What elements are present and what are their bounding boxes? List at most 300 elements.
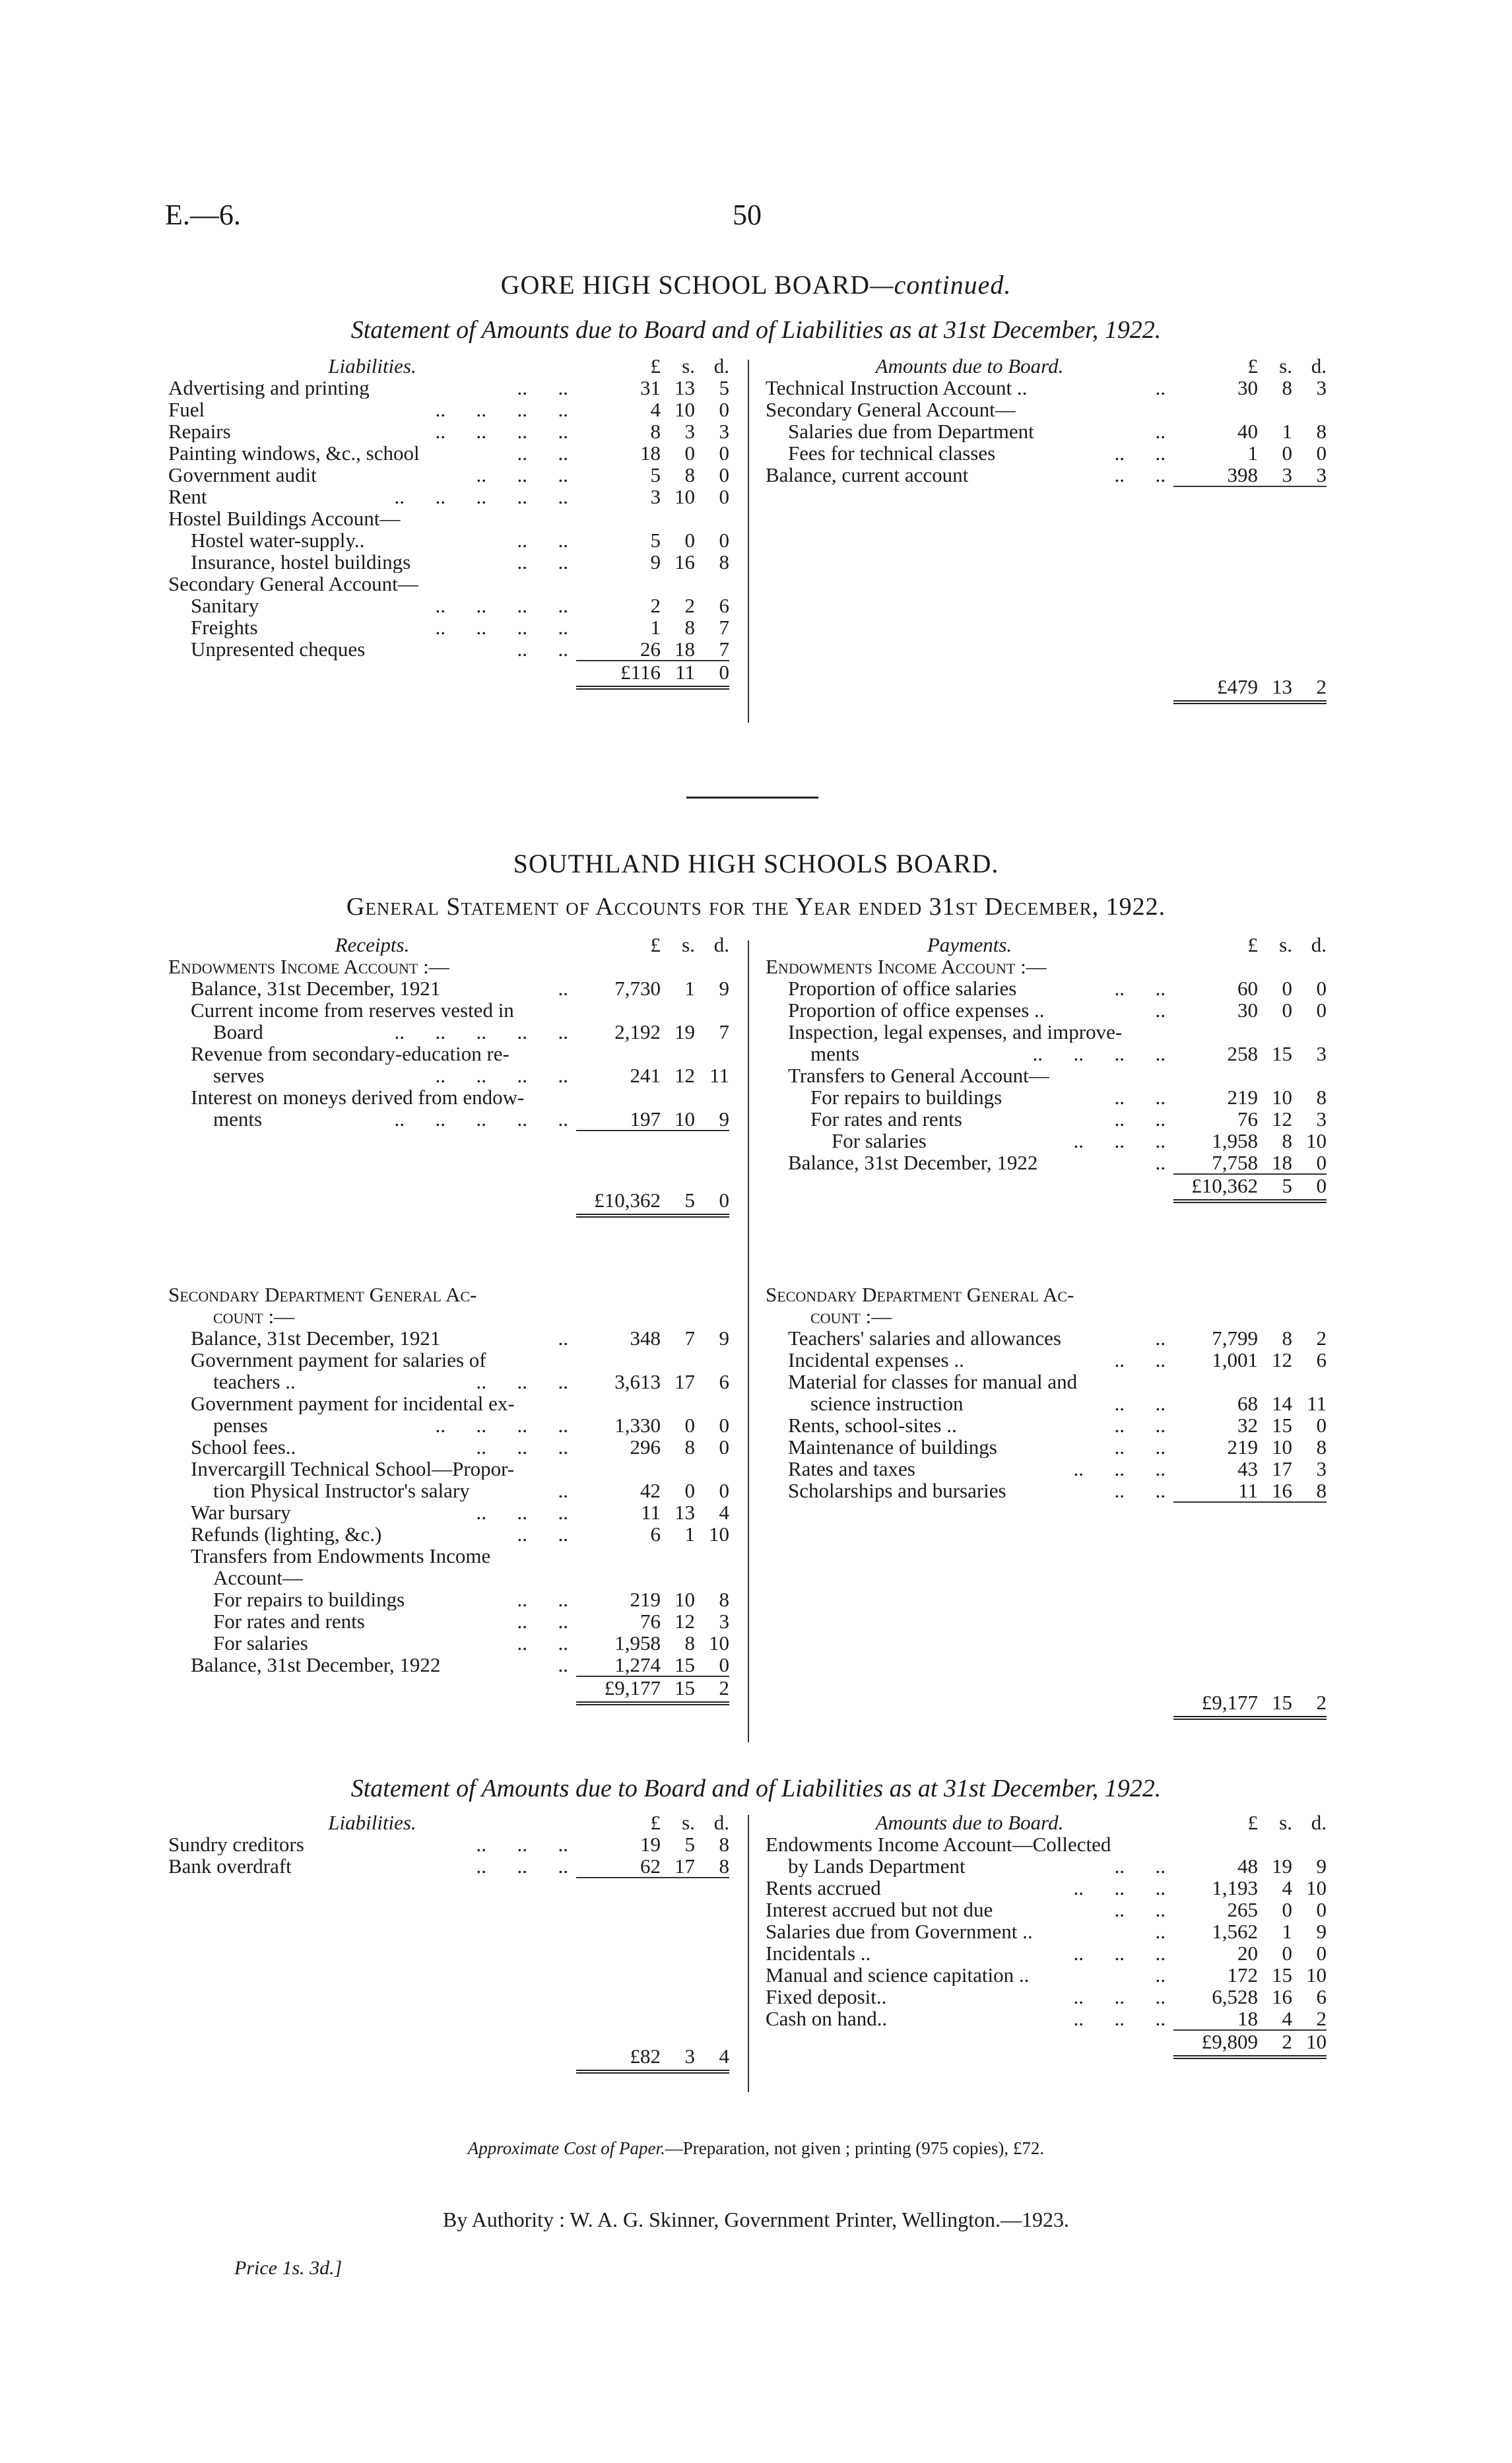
total-row: [766, 2030, 1327, 2057]
shillings-value: 8: [684, 1631, 695, 1655]
pence-value: 9: [1316, 1855, 1327, 1878]
row-label: [766, 1436, 1173, 1458]
pence-value: 9: [719, 977, 729, 1000]
table-row: [168, 1523, 729, 1545]
pence-value: 0: [1316, 1942, 1327, 1965]
row-label: [168, 638, 576, 661]
table-row: [766, 1021, 1327, 1043]
pounds-value: [576, 1284, 661, 1305]
row-label: [168, 1043, 576, 1065]
row-label: [168, 1654, 576, 1676]
leader-dots: .. .. .. .. ..: [394, 486, 568, 508]
table-row: [766, 1942, 1327, 1964]
leader-dots: .. .. .. ..: [435, 420, 568, 442]
pence-value: [695, 1305, 729, 1327]
section-separator: [686, 797, 818, 799]
total-pence: 0: [1292, 1174, 1327, 1201]
total-pounds: £479: [1173, 486, 1258, 702]
pounds-value: 219: [1227, 1086, 1258, 1109]
table-row: [168, 1349, 729, 1371]
pence-value: [695, 508, 729, 529]
pence-value: 2: [1316, 2007, 1327, 2030]
total-shillings: 11: [661, 661, 695, 688]
shillings-value: [661, 1393, 695, 1414]
table-row: [766, 1480, 1327, 1502]
total-row: [766, 486, 1327, 702]
row-label: [168, 420, 576, 442]
leader-dots: .. .. .. ..: [435, 399, 568, 420]
pence-value: [695, 956, 729, 977]
table-row: [766, 1393, 1327, 1414]
pence-value: 0: [1316, 1414, 1327, 1437]
column-heading: Payments.: [927, 934, 1012, 956]
column-heading: Amounts due to Board.: [875, 355, 1064, 377]
pence-value: 9: [719, 1107, 729, 1131]
pence-value: [695, 573, 729, 595]
table-row: [168, 1436, 729, 1458]
table-row: [168, 1021, 729, 1043]
row-label-text: Endowments Income Account :—: [168, 956, 449, 977]
shillings-value: 7: [684, 1327, 695, 1350]
row-label-text: Sundry creditors: [168, 1833, 304, 1855]
total-shillings: 13: [1258, 486, 1292, 702]
row-label: [766, 1480, 1173, 1502]
shilling-header: s.: [682, 354, 695, 378]
leader-dots: .. ..: [517, 638, 568, 661]
table-row: [168, 1855, 729, 1878]
pounds-value: 258: [1227, 1042, 1258, 1065]
southland-statement: General Statement of Accounts for the Year ended 31st December, 1922.: [346, 893, 1166, 921]
row-label-text: For rates and rents: [810, 1108, 962, 1130]
table-row: [766, 1436, 1327, 1458]
total-pence: 4: [695, 1878, 729, 2072]
row-label-text: Salaries due from Department: [788, 420, 1034, 442]
pounds-value: 9: [650, 550, 661, 574]
pounds-value: 1,274: [614, 1653, 661, 1676]
table-row: [766, 1065, 1327, 1086]
row-label-text: Repairs: [168, 420, 231, 442]
row-label: [766, 1043, 1173, 1065]
row-label-text: Government payment for incidental ex-: [191, 1393, 515, 1414]
pounds-value: 6,528: [1212, 1985, 1258, 2008]
shillings-value: 0: [684, 442, 695, 465]
leader-dots: .. ..: [1114, 1855, 1166, 1877]
table-row: [168, 529, 729, 551]
pence-value: 8: [1316, 1086, 1327, 1109]
leader-dots: .. .. .. ..: [1032, 1043, 1166, 1065]
row-label-text: For salaries: [832, 1130, 927, 1152]
shillings-value: 16: [1272, 1985, 1292, 2008]
authority-line: By Authority : W. A. G. Skinner, Government Printer, Wellington.—1923.: [443, 2208, 1069, 2231]
pounds-value: 7,758: [1212, 1151, 1258, 1174]
table-row: [766, 1964, 1327, 1986]
table-row: [168, 616, 729, 638]
row-label-text: Secondary General Account—: [766, 399, 1016, 420]
row-label: [168, 1501, 576, 1523]
total-spacer: [766, 1502, 1173, 1718]
shillings-value: [1258, 1833, 1292, 1855]
leader-dots: .. ..: [517, 529, 568, 551]
pounds-value: 76: [640, 1610, 661, 1633]
cost-text: —Preparation, not given ; printing (975 copies), £72.: [665, 2138, 1045, 2158]
table-row: [168, 1327, 729, 1349]
row-label-text: Endowments Income Account—Collected: [766, 1833, 1111, 1855]
shillings-value: 10: [674, 1588, 695, 1611]
row-label-text: Refunds (lighting, &c.): [191, 1523, 382, 1545]
total-pence: 2: [695, 1676, 729, 1703]
pence-value: 0: [719, 529, 729, 552]
pounds-value: 1,958: [1212, 1129, 1258, 1152]
shillings-value: [1258, 399, 1292, 420]
shillings-value: 1: [1282, 1920, 1292, 1943]
row-label-text: Balance, 31st December, 1922: [191, 1654, 441, 1676]
pence-value: 8: [719, 550, 729, 574]
row-label: [766, 1899, 1173, 1921]
pence-value: [1292, 399, 1327, 420]
row-label: [168, 442, 576, 464]
report-reference: E.—6.: [165, 199, 241, 231]
row-label-text: Rents, school-sites ..: [788, 1414, 957, 1436]
row-label: [766, 1458, 1173, 1480]
pence-value: 3: [1316, 1107, 1327, 1131]
row-label-text: Advertising and printing: [168, 377, 370, 399]
endowments-receipts-table: [168, 934, 729, 1218]
row-label-text: Incidentals ..: [766, 1942, 871, 1964]
total-pounds: £10,362: [576, 1131, 661, 1216]
pounds-value: [1173, 956, 1258, 977]
leader-dots: .. .. ..: [476, 1501, 568, 1523]
row-label: [766, 1393, 1173, 1414]
total-row: [168, 1878, 729, 2072]
column-header-row: [168, 934, 729, 956]
row-label-text: Secondary Department General Ac-: [168, 1284, 477, 1305]
pounds-value: [576, 1567, 661, 1589]
shillings-value: 15: [1272, 1414, 1292, 1437]
shillings-value: [661, 956, 695, 977]
shillings-value: [1258, 1371, 1292, 1393]
shillings-value: 5: [684, 1833, 695, 1856]
row-label: [168, 1589, 576, 1610]
row-label: [168, 551, 576, 573]
row-label-text: penses: [213, 1414, 268, 1436]
row-label: [168, 1833, 576, 1855]
pence-header: d.: [1311, 1811, 1327, 1834]
leader-dots: .. ..: [1114, 1349, 1166, 1371]
table-row: [766, 1833, 1327, 1855]
pounds-value: 1,193: [1212, 1876, 1258, 1899]
shillings-value: 4: [1282, 1876, 1292, 1899]
row-label: [168, 1086, 576, 1108]
leader-dots: .. .. ..: [1073, 1986, 1166, 2008]
pounds-value: 43: [1237, 1457, 1258, 1480]
leader-dots: .. .. .. ..: [435, 1065, 568, 1086]
row-label: [168, 1371, 576, 1393]
shillings-value: 15: [674, 1653, 695, 1676]
row-label-text: War bursary: [191, 1501, 291, 1523]
shillings-value: 16: [674, 550, 695, 574]
table-row: [168, 1610, 729, 1632]
pence-value: 8: [719, 1588, 729, 1611]
column-heading: Receipts.: [335, 934, 410, 956]
shillings-value: 12: [674, 1064, 695, 1087]
row-label-text: by Lands Department: [788, 1855, 966, 1877]
pounds-value: 296: [630, 1435, 661, 1459]
row-label-text: Incidental expenses ..: [788, 1349, 964, 1371]
cost-label: Approximate Cost of Paper.: [467, 2138, 665, 2158]
pounds-value: 8: [650, 420, 661, 443]
shillings-value: 19: [1272, 1855, 1292, 1878]
shilling-header: s.: [1279, 1811, 1292, 1834]
pound-header: £: [1247, 354, 1258, 378]
pounds-value: 5: [650, 463, 661, 486]
row-label-text: Transfers from Endowments Income: [191, 1545, 491, 1567]
row-label: [766, 956, 1173, 977]
row-label: [168, 1305, 576, 1327]
pounds-value: [576, 1043, 661, 1065]
row-label-text: Hostel water-supply..: [191, 529, 365, 551]
row-label: [168, 1436, 576, 1458]
row-label-text: Fees for technical classes: [788, 442, 996, 464]
shillings-value: 19: [674, 1020, 695, 1043]
table-row: [766, 999, 1327, 1021]
row-label: [168, 508, 576, 529]
row-label: [168, 529, 576, 551]
row-label-text: Sanitary: [191, 595, 259, 616]
row-label: [168, 1632, 576, 1654]
pence-value: 9: [719, 1327, 729, 1350]
pounds-value: 1,562: [1212, 1920, 1258, 1943]
leader-dots: .. ..: [1114, 1899, 1166, 1921]
pounds-value: 5: [650, 529, 661, 552]
pence-header: d.: [713, 1811, 729, 1834]
shillings-value: 12: [1272, 1348, 1292, 1371]
pounds-value: 398: [1227, 463, 1258, 486]
shillings-value: 12: [1272, 1107, 1292, 1131]
shillings-value: 4: [1282, 2007, 1292, 2030]
shillings-value: 0: [1282, 977, 1292, 1000]
total-row: [168, 1676, 729, 1703]
row-label-text: count :—: [810, 1305, 892, 1327]
table-row: [168, 1065, 729, 1086]
row-label-text: Cash on hand..: [766, 2008, 888, 2030]
leader-dots: .. .. ..: [476, 1436, 568, 1458]
southland-liabilities-statement: Statement of Amounts due to Board and of Liabilities as at 31st December, 1922.: [350, 1775, 1162, 1802]
row-label-text: Government audit: [168, 464, 317, 486]
pound-header: £: [650, 933, 661, 956]
table-row: [168, 638, 729, 661]
total-spacer: [766, 2030, 1173, 2057]
row-label-text: Inspection, legal expenses, and improve-: [788, 1021, 1123, 1043]
pounds-value: 4: [650, 398, 661, 421]
shillings-value: [661, 1305, 695, 1327]
shilling-header: s.: [1279, 354, 1292, 378]
column-header-row: [766, 1812, 1327, 1833]
pence-value: 10: [1306, 1963, 1327, 1987]
shillings-value: 8: [684, 1435, 695, 1459]
table-row: [766, 1986, 1327, 2008]
leader-dots: .. ..: [1114, 1108, 1166, 1130]
southland-title: SOUTHLAND HIGH SCHOOLS BOARD.: [513, 849, 999, 878]
table-row: [766, 399, 1327, 420]
pence-value: 0: [719, 463, 729, 486]
row-label: [168, 1284, 576, 1305]
pence-value: 0: [1316, 999, 1327, 1022]
row-label-text: Government payment for salaries of: [191, 1349, 486, 1371]
table-row: [168, 1108, 729, 1131]
pence-header: d.: [713, 354, 729, 378]
table-row: [168, 1305, 729, 1327]
pence-value: [695, 1567, 729, 1589]
total-shillings: 15: [1258, 1502, 1292, 1718]
pounds-value: 19: [640, 1833, 661, 1856]
row-label: [766, 1877, 1173, 1899]
row-label-text: Bank overdraft: [168, 1855, 292, 1878]
shillings-value: 17: [674, 1855, 695, 1878]
pounds-value: 241: [630, 1064, 661, 1087]
column-heading: Liabilities.: [328, 1812, 416, 1833]
pounds-value: 348: [630, 1327, 661, 1350]
pounds-value: [576, 1086, 661, 1108]
shillings-value: 1: [684, 977, 695, 1000]
row-label: [168, 595, 576, 616]
pence-value: 4: [719, 1501, 729, 1524]
pounds-value: 20: [1237, 1942, 1258, 1965]
total-shillings: 15: [661, 1676, 695, 1703]
leader-dots: .. .. ..: [1073, 1130, 1166, 1152]
row-label-text: Teachers' salaries and allowances: [788, 1327, 1061, 1349]
pence-value: 3: [1316, 1042, 1327, 1065]
gore-liabilities-table: [168, 355, 729, 690]
table-row: [168, 1833, 729, 1855]
page-number: 50: [733, 199, 762, 231]
pounds-value: 197: [630, 1107, 661, 1131]
total-pounds: £10,362: [1173, 1174, 1258, 1201]
leader-dots: .. ..: [1114, 977, 1166, 999]
pence-value: 8: [719, 1833, 729, 1856]
shillings-value: 8: [1282, 1129, 1292, 1152]
leader-dots: .. ..: [517, 442, 568, 464]
row-label-text: ments: [213, 1108, 263, 1131]
row-label: [168, 999, 576, 1021]
row-label-text: Interest accrued but not due: [766, 1899, 993, 1921]
row-label: [766, 999, 1173, 1021]
table-row: [168, 1393, 729, 1414]
pence-value: 0: [719, 1479, 729, 1502]
shillings-value: 17: [1272, 1457, 1292, 1480]
row-label-text: Balance, 31st December, 1921: [191, 1327, 441, 1349]
row-label: [766, 2008, 1173, 2030]
pounds-value: [1173, 399, 1258, 420]
row-label-text: Account—: [213, 1567, 304, 1589]
leader-dots: ..: [558, 977, 568, 999]
row-label: [168, 1108, 576, 1131]
column-divider: [748, 940, 749, 1742]
leader-dots: ..: [1155, 1964, 1166, 1986]
pence-value: 0: [1316, 1151, 1327, 1174]
leader-dots: .. ..: [517, 377, 568, 399]
row-label-text: serves: [213, 1065, 265, 1086]
table-row: [168, 508, 729, 529]
leader-dots: .. .. ..: [476, 1371, 568, 1393]
pounds-value: 1,001: [1212, 1348, 1258, 1371]
pounds-value: [576, 1458, 661, 1480]
shillings-value: 15: [1272, 1963, 1292, 1987]
pence-value: 8: [1316, 1479, 1327, 1502]
pence-value: 11: [1307, 1392, 1327, 1415]
table-row: [766, 1152, 1327, 1174]
pounds-value: 265: [1227, 1898, 1258, 1921]
row-label-text: count :—: [213, 1305, 295, 1327]
pounds-value: [576, 573, 661, 595]
row-label: [168, 377, 576, 399]
shillings-value: 8: [1282, 376, 1292, 399]
pounds-value: [576, 956, 661, 977]
shillings-value: 18: [674, 638, 695, 661]
pounds-value: 40: [1237, 420, 1258, 443]
row-label: [766, 399, 1173, 420]
shillings-value: [661, 1349, 695, 1371]
pence-value: 3: [719, 1610, 729, 1633]
row-label-text: Secondary General Account—: [168, 573, 418, 595]
pound-header: £: [1247, 933, 1258, 956]
total-spacer: [766, 486, 1173, 702]
table-row: [168, 595, 729, 616]
pounds-value: 3,613: [614, 1370, 661, 1393]
shillings-value: 8: [684, 463, 695, 486]
shillings-value: 14: [1272, 1392, 1292, 1415]
leader-dots: ..: [558, 1480, 568, 1501]
row-label-text: Board: [213, 1021, 263, 1043]
table-row: [766, 1305, 1327, 1327]
row-label: [766, 442, 1173, 464]
row-label-text: Current income from reserves vested in: [191, 999, 514, 1021]
row-label-text: Insurance, hostel buildings: [191, 551, 411, 573]
table-row: [168, 1545, 729, 1567]
pence-value: 0: [719, 485, 729, 508]
shillings-value: 10: [674, 1107, 695, 1131]
column-header-row: [766, 355, 1327, 377]
row-label-text: Rent: [168, 486, 207, 508]
table-row: [766, 442, 1327, 464]
pounds-value: [576, 999, 661, 1021]
row-label: [168, 1021, 576, 1043]
pound-header: £: [650, 354, 661, 378]
total-row: [766, 1502, 1327, 1718]
gore-title-suffix: —continued.: [870, 270, 1012, 300]
shillings-value: 0: [1282, 1898, 1292, 1921]
row-label: [168, 486, 576, 508]
row-label: [168, 956, 576, 977]
table-row: [168, 1414, 729, 1436]
table-row: [168, 956, 729, 977]
pence-value: 7: [719, 638, 729, 661]
pence-value: 0: [719, 398, 729, 421]
leader-dots: .. .. .. .. ..: [394, 1108, 568, 1131]
row-label-text: Proportion of office expenses ..: [788, 999, 1045, 1021]
row-label-text: Fuel: [168, 399, 205, 420]
shillings-value: [661, 573, 695, 595]
row-label-text: For repairs to buildings: [213, 1589, 405, 1610]
table-row: [766, 377, 1327, 399]
leader-dots: .. ..: [1114, 1393, 1166, 1414]
row-label: [168, 573, 576, 595]
leader-dots: .. .. .. ..: [435, 616, 568, 638]
total-pounds: £9,177: [1173, 1502, 1258, 1718]
column-divider: [748, 360, 749, 723]
pounds-value: 219: [1227, 1435, 1258, 1459]
row-label: [168, 1480, 576, 1501]
pounds-value: 60: [1237, 977, 1258, 1000]
